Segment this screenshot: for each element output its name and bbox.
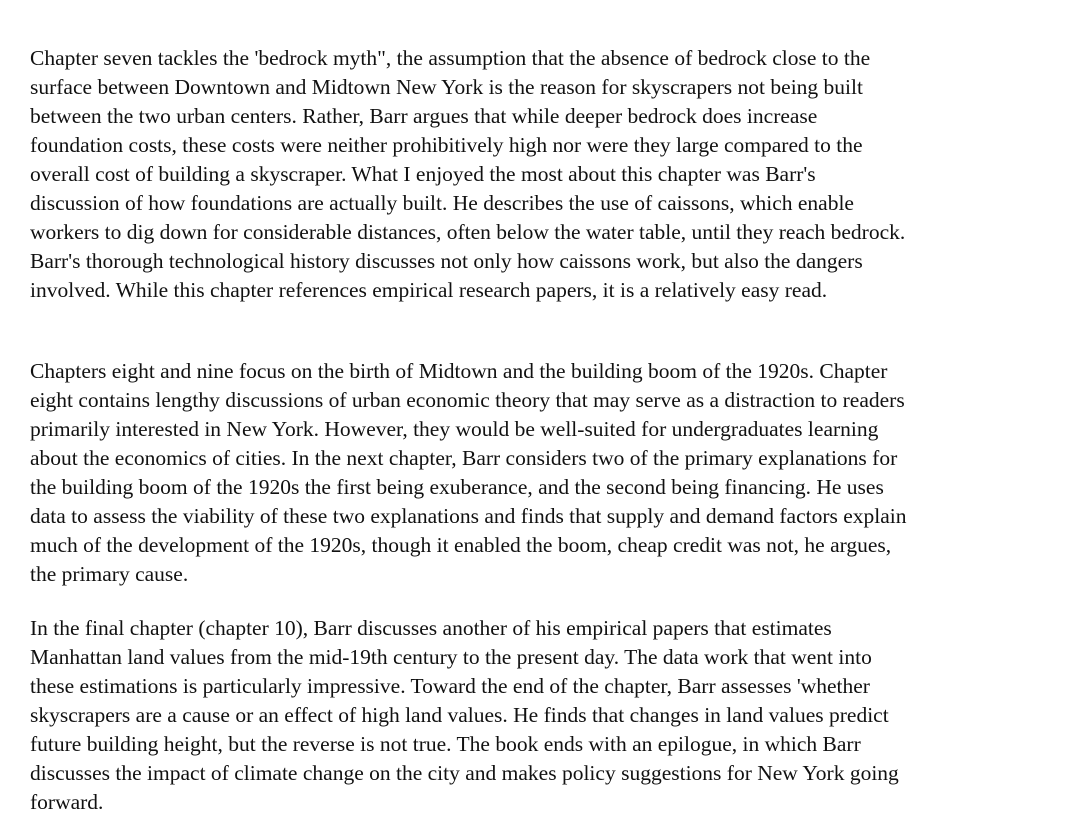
- text-line: about the economics of cities. In the next chapter, Barr considers two of the primary explanations for: [30, 446, 898, 470]
- text-line: forward.: [30, 790, 104, 814]
- text-line: Barr's thorough technological history discusses not only how caissons work, but also the dangers: [30, 249, 863, 273]
- text-line: much of the development of the 1920s, though it enabled the boom, cheap credit was not, he argues,: [30, 533, 892, 557]
- text-line: skyscrapers are a cause or an effect of high land values. He finds that changes in land values predict: [30, 703, 889, 727]
- text-line: these estimations is particularly impressive. Toward the end of the chapter, Barr assesses 'whether: [30, 674, 870, 698]
- text-line: data to assess the viability of these two explanations and finds that supply and demand factors explain: [30, 504, 907, 528]
- text-line: discusses the impact of climate change on the city and makes policy suggestions for New York going: [30, 761, 899, 785]
- paragraph-final-chapter: [30, 614, 899, 817]
- text-line: primarily interested in New York. However, they would be well-suited for undergraduates learning: [30, 417, 879, 441]
- text-line: overall cost of building a skyscraper. What I enjoyed the most about this chapter was Barr's: [30, 162, 816, 186]
- text-line: involved. While this chapter references empirical research papers, it is a relatively easy read.: [30, 278, 828, 302]
- text-line: the building boom of the 1920s the first being exuberance, and the second being financing. He uses: [30, 475, 884, 499]
- text-line: future building height, but the reverse is not true. The book ends with an epilogue, in which Barr: [30, 732, 861, 756]
- text-line: surface between Downtown and Midtown New York is the reason for skyscrapers not being built: [30, 75, 863, 99]
- text-line: workers to dig down for considerable distances, often below the water table, until they reach bedrock.: [30, 220, 906, 244]
- text-line: the primary cause.: [30, 562, 189, 586]
- text-line: Chapter seven tackles the 'bedrock myth", the assumption that the absence of bedrock close to the: [30, 46, 871, 70]
- paragraph-chapter-seven: [30, 44, 905, 305]
- text-line: discussion of how foundations are actually built. He describes the use of caissons, which enable: [30, 191, 854, 215]
- text-line: Manhattan land values from the mid-19th century to the present day. The data work that went into: [30, 645, 872, 669]
- paragraph-chapters-eight-nine: [30, 357, 907, 589]
- text-line: between the two urban centers. Rather, Barr argues that while deeper bedrock does increase: [30, 104, 818, 128]
- text-line: In the final chapter (chapter 10), Barr discusses another of his empirical papers that estimates: [30, 616, 832, 640]
- text-line: eight contains lengthy discussions of urban economic theory that may serve as a distraction to readers: [30, 388, 905, 412]
- text-line: foundation costs, these costs were neither prohibitively high nor were they large compared to the: [30, 133, 863, 157]
- text-line: Chapters eight and nine focus on the birth of Midtown and the building boom of the 1920s. Chapter: [30, 359, 888, 383]
